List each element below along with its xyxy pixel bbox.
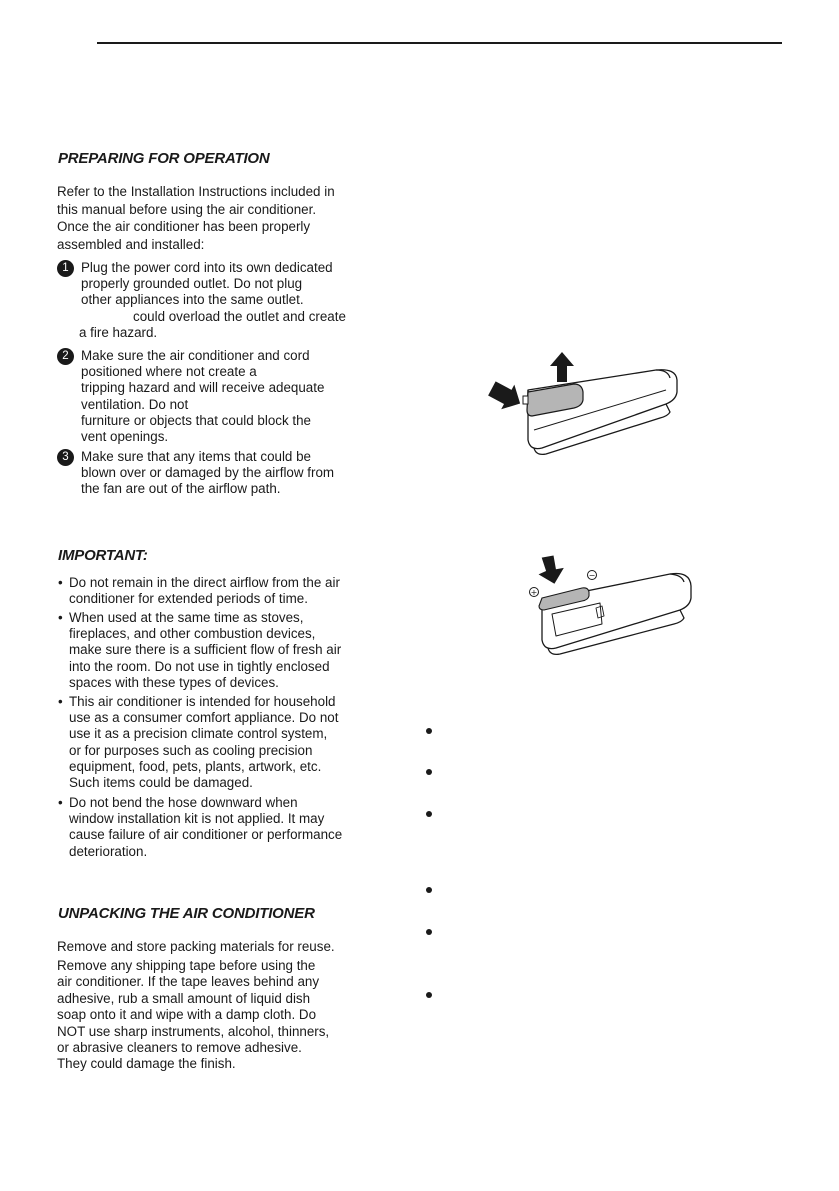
bullet-line: spaces with these types of devices. — [69, 674, 279, 690]
intro-line: Once the air conditioner has been properly — [57, 219, 311, 234]
unpacking-line: They could damage the finish. — [57, 1056, 236, 1072]
arrow-up-icon — [550, 352, 574, 382]
step-3 — [57, 449, 367, 501]
bullet-line: When used at the same time as stoves, — [69, 610, 304, 625]
unpacking-line: air conditioner. If the tape leaves behind any — [57, 974, 320, 990]
unpacking-line: adhesive, rub a small amount of liquid dish — [57, 990, 311, 1006]
bullet-line: conditioner for extended periods of time. — [69, 591, 308, 607]
intro-line: assembled and installed: — [57, 236, 205, 252]
right-bullet-dot — [426, 811, 432, 817]
bullet-line: window installation kit is not applied. It may — [69, 811, 325, 827]
bullet-line: cause failure of air conditioner or performance — [69, 827, 343, 843]
bullet-line: use it as a precision climate control system, — [69, 726, 328, 742]
step-line: could overload the outlet and create — [133, 308, 346, 324]
unpacking-para-2 — [57, 958, 329, 1073]
right-bullet-dot — [426, 887, 432, 893]
step-line: the fan are out of the airflow path. — [81, 481, 281, 497]
step-line: ventilation. Do not — [81, 396, 189, 412]
bullet-line: or for purposes such as cooling precision — [69, 742, 313, 758]
unpacking-para-1: Remove and store packing materials for reuse. — [57, 939, 335, 954]
bullet-marker: • — [58, 795, 63, 810]
bullet-line: Such items could be damaged. — [69, 775, 253, 791]
right-bullet-dot — [426, 769, 432, 775]
step-number-badge: 3 — [57, 449, 74, 466]
intro-line: Refer to the Installation Instructions included in — [57, 184, 335, 199]
bullet-line: use as a consumer comfort appliance. Do not — [69, 710, 339, 726]
step-line: a fire hazard. — [79, 324, 158, 340]
arrow-right-icon — [485, 376, 526, 416]
bullet-marker: • — [58, 610, 63, 625]
step-line: other appliances into the same outlet. — [81, 292, 304, 308]
step-number-badge: 1 — [57, 260, 74, 277]
bullet-line: Do not bend the hose downward when — [69, 795, 298, 810]
intro-line: this manual before using the air conditioner. — [57, 201, 317, 217]
bullet-line: into the room. Do not use in tightly enclosed — [69, 658, 330, 674]
right-bullet-dot — [426, 929, 432, 935]
remote-cover-removal-figure — [470, 340, 690, 460]
unpacking-line: Remove any shipping tape before using the — [57, 958, 316, 973]
step-line: furniture or objects that could block the — [81, 412, 312, 428]
right-bullet-dot — [426, 728, 432, 734]
step-1 — [57, 260, 367, 346]
arrow-down-icon — [536, 554, 566, 586]
step-line: positioned where not create a — [81, 364, 257, 380]
step-number-badge: 2 — [57, 348, 74, 365]
unpacking-line: or abrasive cleaners to remove adhesive. — [57, 1040, 302, 1056]
preparing-heading: PREPARING FOR OPERATION — [58, 150, 270, 167]
preparing-intro — [57, 183, 335, 253]
minus-label: − — [588, 571, 596, 580]
bullet-line: equipment, food, pets, plants, artwork, etc. — [69, 758, 322, 774]
unpacking-line: NOT use sharp instruments, alcohol, thinners, — [57, 1023, 330, 1039]
step-line: Make sure that any items that could be — [81, 449, 311, 464]
unpacking-heading: UNPACKING THE AIR CONDITIONER — [58, 905, 315, 922]
header-rule — [97, 42, 782, 44]
bullet-line: Do not remain in the direct airflow from the air — [69, 575, 340, 590]
bullet-line: make sure there is a sufficient flow of fresh air — [69, 642, 342, 658]
bullet-marker: • — [58, 575, 63, 590]
bullet-marker: • — [58, 694, 63, 709]
step-line: tripping hazard and will receive adequate — [81, 380, 325, 396]
important-heading: IMPORTANT: — [58, 547, 148, 564]
step-line: vent openings. — [81, 429, 169, 445]
bullet-line: fireplaces, and other combustion devices, — [69, 626, 316, 642]
cover-latch — [523, 396, 528, 404]
step-2 — [57, 348, 367, 448]
step-line: Plug the power cord into its own dedicated — [81, 260, 333, 275]
battery-insertion-figure — [520, 548, 710, 658]
bullet-line: deterioration. — [69, 843, 148, 859]
unpacking-line: soap onto it and wipe with a damp cloth. Do — [57, 1007, 317, 1023]
step-line: properly grounded outlet. Do not plug — [81, 276, 303, 292]
right-bullet-dot — [426, 992, 432, 998]
bullet-line: This air conditioner is intended for household — [69, 694, 336, 709]
plus-label: + — [530, 588, 538, 597]
step-line: blown over or damaged by the airflow from — [81, 465, 335, 481]
step-line: Make sure the air conditioner and cord — [81, 348, 310, 363]
